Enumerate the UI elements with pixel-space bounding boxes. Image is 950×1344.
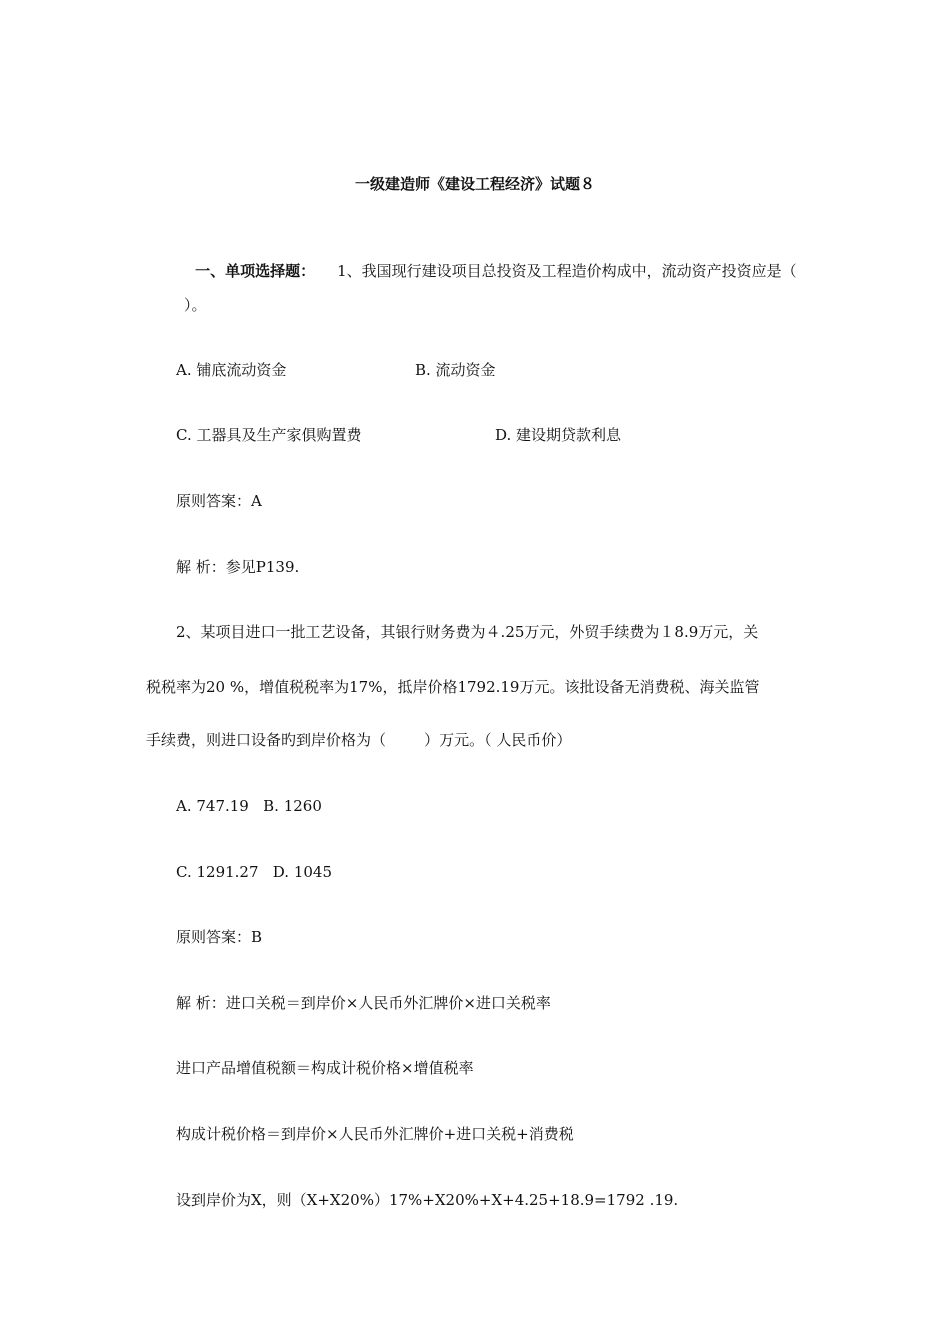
question-2-analysis-3: 构成计税价格＝到岸价×人民币外汇牌价+进口关税+消费税 — [176, 1125, 574, 1143]
question-2-line-2: 税税率为20 %，增值税税率为17%，抵岸价格1792.19万元。该批设备无消费税、海关监管 — [146, 678, 760, 696]
question-1-line-1 — [176, 241, 797, 301]
question-1-analysis: 解 析：参见P139. — [176, 558, 300, 576]
question-2-line-3: 手续费，则进口设备旳到岸价格为（ ）万元。（ 人民币价） — [146, 731, 572, 749]
question-1-answer: 原则答案：A — [176, 492, 262, 510]
question-2-analysis-4: 设到岸价为X，则（X+X20%）17%+X20%+X+4.25+18.9=1792 .19. — [176, 1191, 679, 1209]
question-1-line-2: ）。 — [184, 296, 207, 314]
question-1-option-d: D. 建设期贷款利息 — [495, 426, 622, 444]
question-2-analysis-1: 解 析：进口关税＝到岸价×人民币外汇牌价×进口关税率 — [176, 994, 551, 1012]
question-1-option-b: B. 流动资金 — [415, 361, 496, 379]
question-2-line-1: 2、某项目进口一批工艺设备，其银行财务费为４.25万元，外贸手续费为１8.9万元，关 — [176, 623, 759, 641]
section-label: 一、单项选择题： — [195, 262, 316, 280]
question-2-answer: 原则答案：B — [176, 928, 263, 946]
question-2-options-ab: A. 747.19 B. 1260 — [176, 797, 322, 815]
question-1-option-c: C. 工器具及生产家俱购置费 — [176, 426, 362, 444]
question-1-text: 1、我国现行建设项目总投资及工程造价构成中，流动资产投资应是（ — [337, 262, 797, 280]
question-1-option-a: A. 铺底流动资金 — [176, 361, 287, 379]
question-2-analysis-2: 进口产品增值税额＝构成计税价格×增值税率 — [176, 1059, 474, 1077]
question-2-options-cd: C. 1291.27 D. 1045 — [176, 863, 333, 881]
document-title: 一级建造师《建设工程经济》试题８ — [354, 175, 595, 193]
